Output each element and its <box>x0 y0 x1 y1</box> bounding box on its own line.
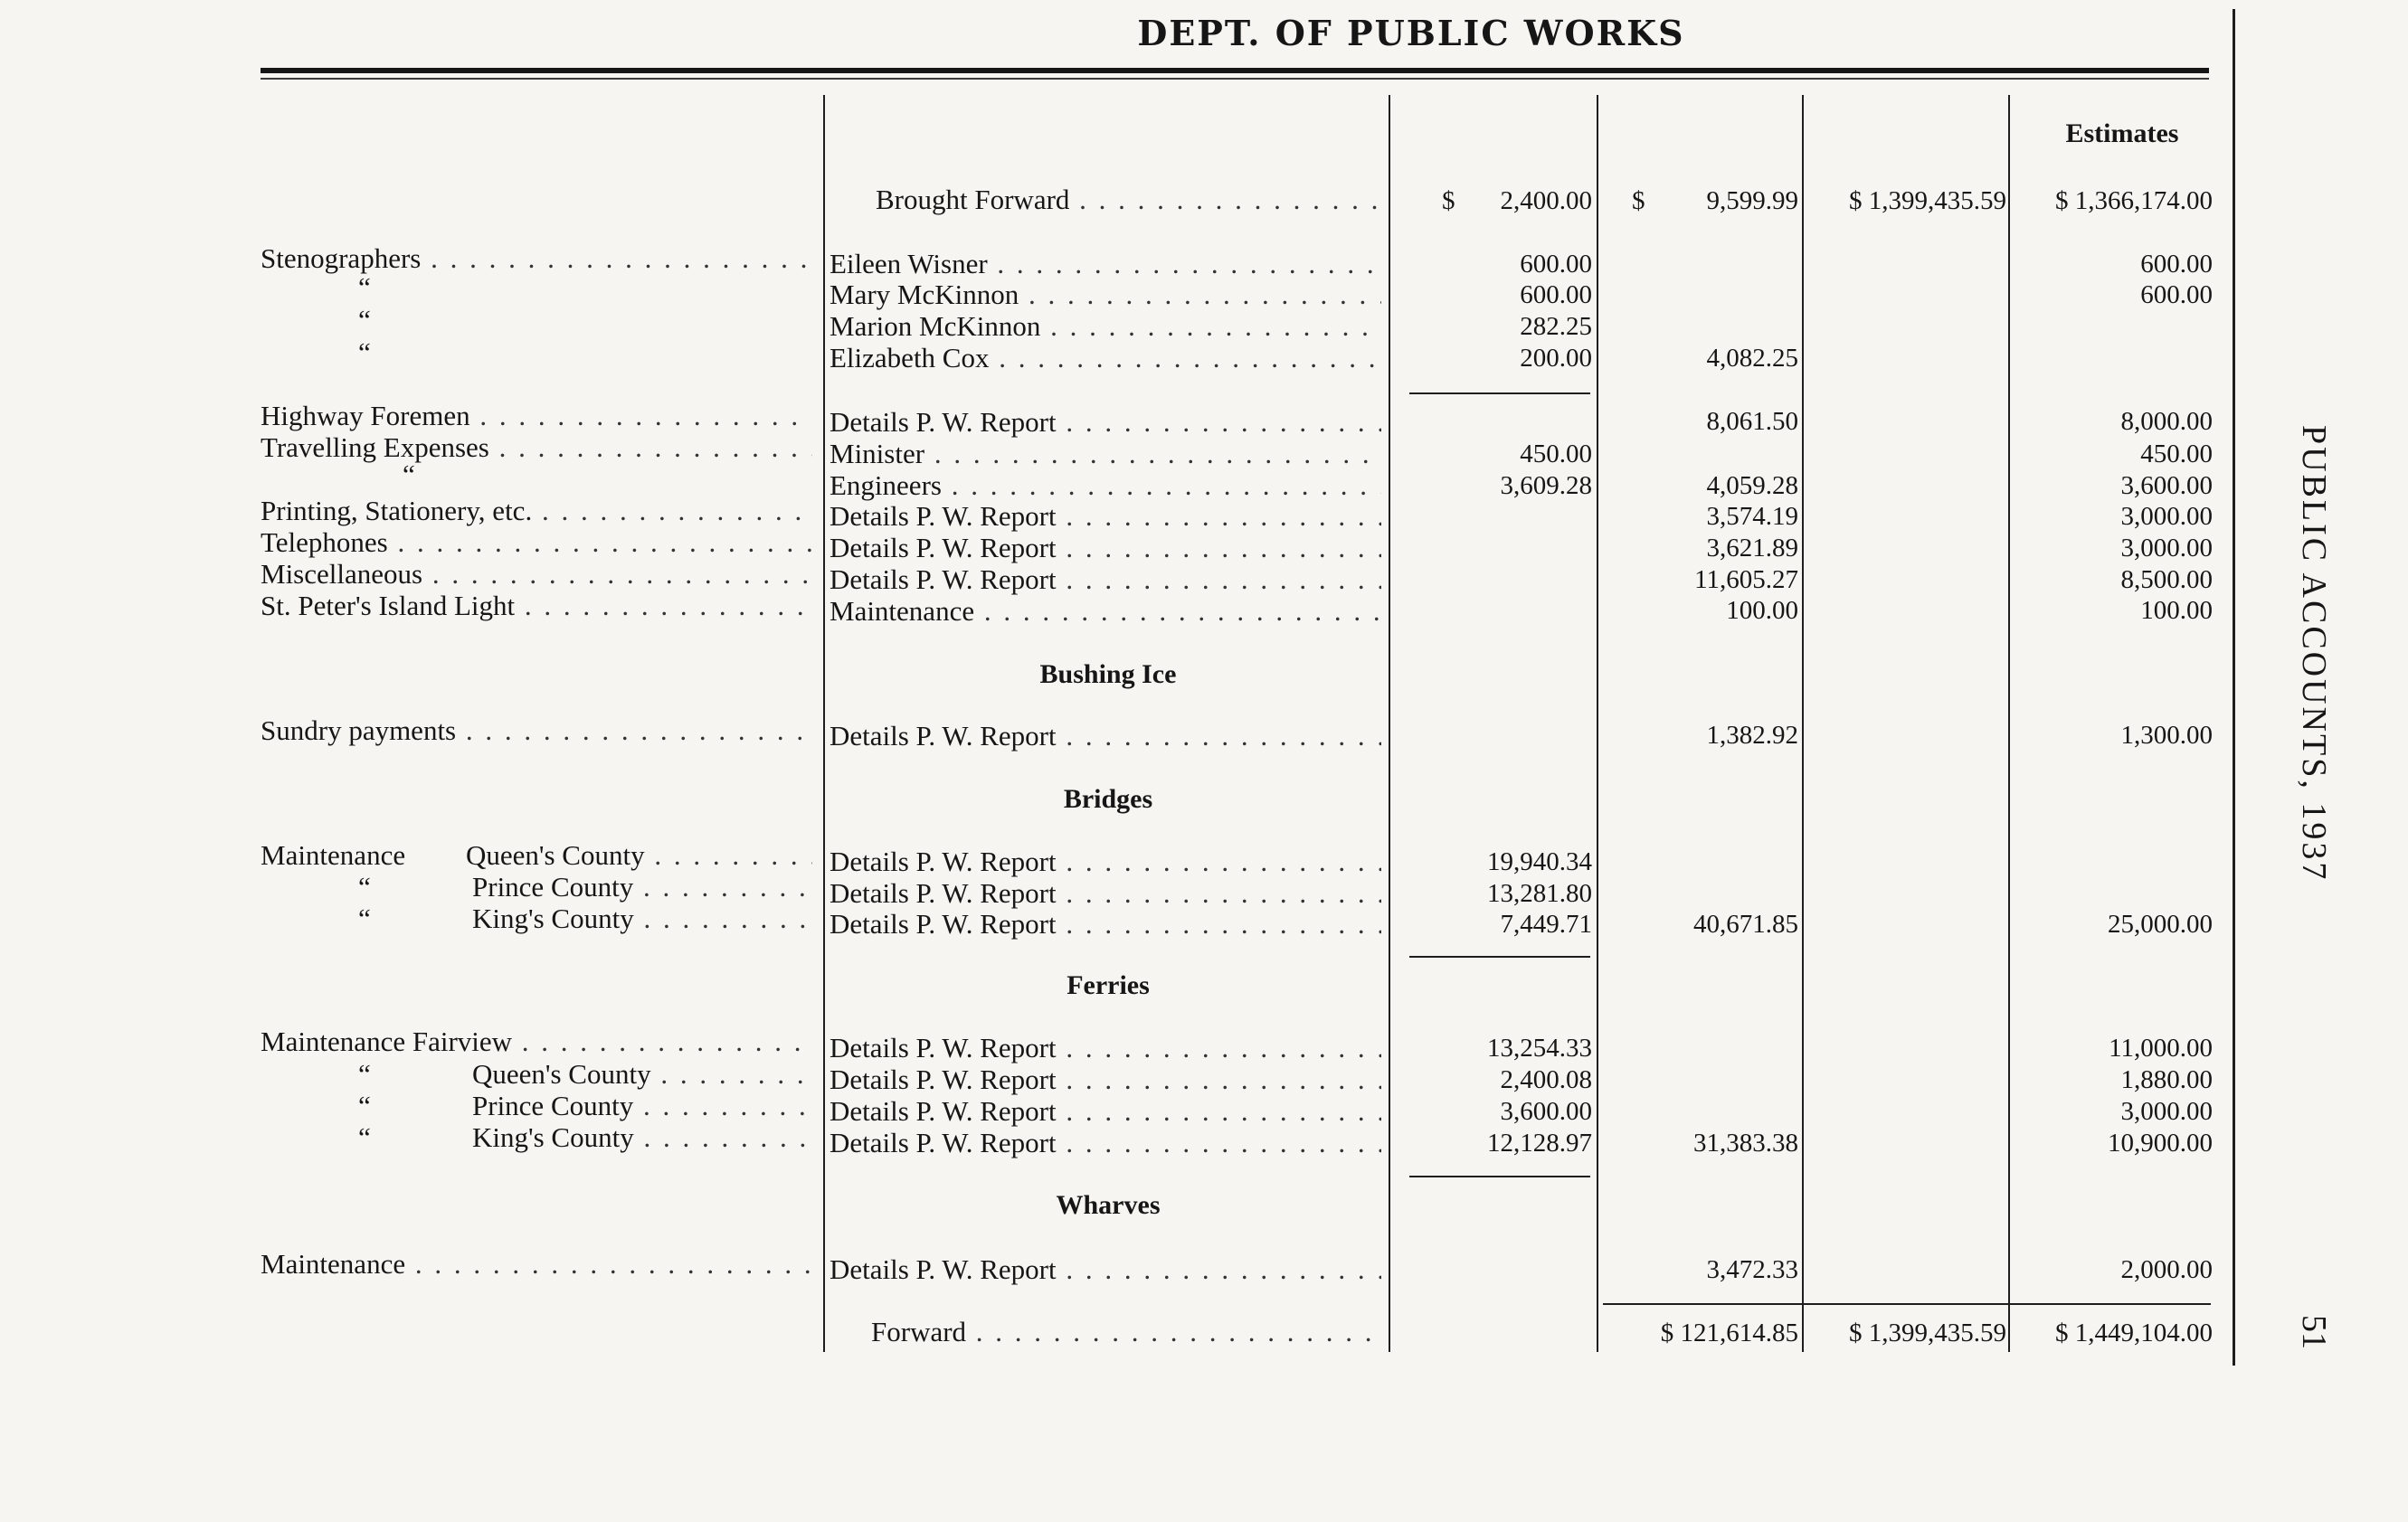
row-col2: 1,382.92 <box>1706 721 1798 750</box>
row-col1: 19,940.34 <box>1487 847 1592 876</box>
row-detail: Details P. W. Report . . . <box>830 1127 1381 1159</box>
row-col2: 40,671.85 <box>1693 910 1798 939</box>
section-heading-wharves: Wharves <box>1056 1190 1161 1220</box>
row-col4: 8,500.00 <box>2120 565 2213 594</box>
column-rule-col1-left <box>1389 95 1390 1352</box>
row-item-ditto: “ <box>358 336 371 368</box>
row-detail: Details P. W. Report . . . <box>830 1064 1381 1096</box>
row-col4: 3,000.00 <box>2120 1097 2213 1126</box>
brought-forward-col3: $ 1,399,435.59 <box>1849 186 2006 215</box>
row-detail: Elizabeth Cox . . . <box>830 342 1381 374</box>
row-item-ditto: “ <box>358 271 371 303</box>
row-item: Maintenance . . . <box>261 1248 812 1281</box>
row-item-ditto: “ <box>358 903 371 934</box>
row-col4: 3,600.00 <box>2120 471 2213 500</box>
brought-forward-col2-dollar: $ <box>1632 186 1645 215</box>
row-detail: Engineers . . . <box>830 469 1381 502</box>
row-col4: 25,000.00 <box>2108 910 2213 939</box>
row-col2: 3,472.33 <box>1706 1255 1798 1284</box>
title-rule-thin <box>261 78 2209 80</box>
row-col1: 282.25 <box>1520 312 1592 341</box>
subtotal-rule-stenographers <box>1409 392 1590 394</box>
section-heading-ferries: Ferries <box>1067 970 1150 1000</box>
row-col1: 450.00 <box>1520 440 1592 468</box>
row-detail: Details P. W. Report . . . <box>830 532 1381 564</box>
row-col4: 100.00 <box>2140 596 2213 625</box>
page-title: DEPT. OF PUBLIC WORKS <box>1137 13 1685 53</box>
row-detail: Marion McKinnon . . . <box>830 310 1381 343</box>
row-sub: King's County . . . <box>472 903 812 935</box>
page-number: 51 <box>2295 1315 2333 1349</box>
row-col4: 1,300.00 <box>2120 721 2213 750</box>
row-item: Stenographers . . . <box>261 242 812 275</box>
row-detail: Maintenance . . . <box>830 595 1381 628</box>
row-col1: 200.00 <box>1520 344 1592 373</box>
brought-forward-label: Brought Forward . . . <box>876 184 1382 216</box>
row-col2: 11,605.27 <box>1694 565 1798 594</box>
row-detail: Details P. W. Report . . . <box>830 1095 1381 1128</box>
row-col4: 1,880.00 <box>2120 1065 2213 1094</box>
row-col1: 12,128.97 <box>1487 1129 1592 1158</box>
subtotal-rule-ferries <box>1409 1176 1590 1177</box>
row-col1: 600.00 <box>1520 280 1592 309</box>
row-col4: 600.00 <box>2140 250 2213 279</box>
row-detail: Details P. W. Report . . . <box>830 1032 1381 1064</box>
row-col4: 600.00 <box>2140 280 2213 309</box>
forward-label: Forward . . . <box>871 1316 1382 1348</box>
row-item-ditto: “ <box>358 871 371 903</box>
row-detail: Eileen Wisner . . . <box>830 248 1381 280</box>
row-col1: 2,400.08 <box>1500 1065 1592 1094</box>
row-detail: Details P. W. Report . . . <box>830 877 1381 910</box>
row-item: Maintenance Fairview . . . <box>261 1026 812 1058</box>
brought-forward-col1-dollar: $ <box>1442 186 1455 215</box>
column-rule-col2-left <box>1597 95 1598 1352</box>
brought-forward-col2: 9,599.99 <box>1706 186 1798 215</box>
row-item: Highway Foremen . . . <box>261 400 812 432</box>
row-detail: Details P. W. Report . . . <box>830 846 1381 878</box>
row-col2: 8,061.50 <box>1706 407 1798 436</box>
row-col1: 3,600.00 <box>1500 1097 1592 1126</box>
row-col2: 4,082.25 <box>1706 344 1798 373</box>
brought-forward-col1: 2,400.00 <box>1500 186 1592 215</box>
row-item: Travelling Expenses . . . <box>261 431 812 464</box>
row-detail: Details P. W. Report . . . <box>830 500 1381 533</box>
row-item: St. Peter's Island Light . . . <box>261 590 812 622</box>
row-col1: 7,449.71 <box>1500 910 1592 939</box>
estimates-heading: Estimates <box>2065 118 2179 148</box>
row-item: Printing, Stationery, etc. . . . <box>261 495 812 527</box>
side-running-title: PUBLIC ACCOUNTS, 1937 <box>2295 425 2333 883</box>
row-col1: 600.00 <box>1520 250 1592 279</box>
row-col4: 11,000.00 <box>2109 1034 2213 1063</box>
row-col4: 2,000.00 <box>2120 1255 2213 1284</box>
subtotal-rule-bridges <box>1409 956 1590 958</box>
forward-col2: $ 121,614.85 <box>1660 1319 1798 1347</box>
row-detail: Details P. W. Report . . . <box>830 563 1381 596</box>
row-detail: Details P. W. Report . . . <box>830 1253 1381 1286</box>
row-item-ditto: “ <box>358 304 371 336</box>
title-rule-thick <box>261 68 2209 73</box>
row-detail: Details P. W. Report . . . <box>830 406 1381 439</box>
row-detail: Mary McKinnon . . . <box>830 279 1381 311</box>
row-item: Maintenance <box>261 839 406 871</box>
row-col2: 3,621.89 <box>1706 534 1798 562</box>
column-rule-col3-left <box>1802 95 1804 1352</box>
row-col1: 3,609.28 <box>1500 471 1592 500</box>
row-col2: 31,383.38 <box>1693 1129 1798 1158</box>
row-col1: 13,281.80 <box>1487 879 1592 908</box>
row-sub: Prince County . . . <box>472 871 812 903</box>
row-item-ditto: “ <box>358 1121 371 1153</box>
row-col2: 3,574.19 <box>1706 502 1798 531</box>
section-heading-bridges: Bridges <box>1063 784 1153 814</box>
brought-forward-col4: $ 1,366,174.00 <box>2055 186 2213 215</box>
row-item-ditto: “ <box>358 1090 371 1121</box>
row-detail: Details P. W. Report . . . <box>830 908 1381 941</box>
row-sub: Queen's County . . . <box>466 839 812 872</box>
row-col2: 4,059.28 <box>1706 471 1798 500</box>
row-detail: Details P. W. Report . . . <box>830 720 1381 752</box>
section-heading-bushing-ice: Bushing Ice <box>1039 659 1177 689</box>
row-item-ditto: “ <box>403 458 415 490</box>
forward-total-rule <box>1603 1303 2211 1305</box>
column-rule-col4-left <box>2008 95 2010 1352</box>
column-rule-detail-left <box>823 95 825 1352</box>
row-col4: 8,000.00 <box>2120 407 2213 436</box>
row-col2: 100.00 <box>1726 596 1798 625</box>
row-item: Miscellaneous . . . <box>261 558 812 591</box>
row-detail: Minister . . . <box>830 438 1381 470</box>
row-item: Sundry payments . . . <box>261 714 812 747</box>
row-col4: 450.00 <box>2140 440 2213 468</box>
row-col1: 13,254.33 <box>1487 1034 1592 1063</box>
forward-col3: $ 1,399,435.59 <box>1849 1319 2006 1347</box>
row-sub: Prince County . . . <box>472 1090 812 1122</box>
row-col4: 3,000.00 <box>2120 502 2213 531</box>
row-col4: 3,000.00 <box>2120 534 2213 562</box>
page-edge-rule <box>2233 9 2235 1366</box>
row-sub: King's County . . . <box>472 1121 812 1154</box>
row-item-ditto: “ <box>358 1058 371 1090</box>
row-sub: Queen's County . . . <box>472 1058 812 1091</box>
forward-col4: $ 1,449,104.00 <box>2055 1319 2213 1347</box>
row-item: Telephones . . . <box>261 526 812 559</box>
row-col4: 10,900.00 <box>2108 1129 2213 1158</box>
